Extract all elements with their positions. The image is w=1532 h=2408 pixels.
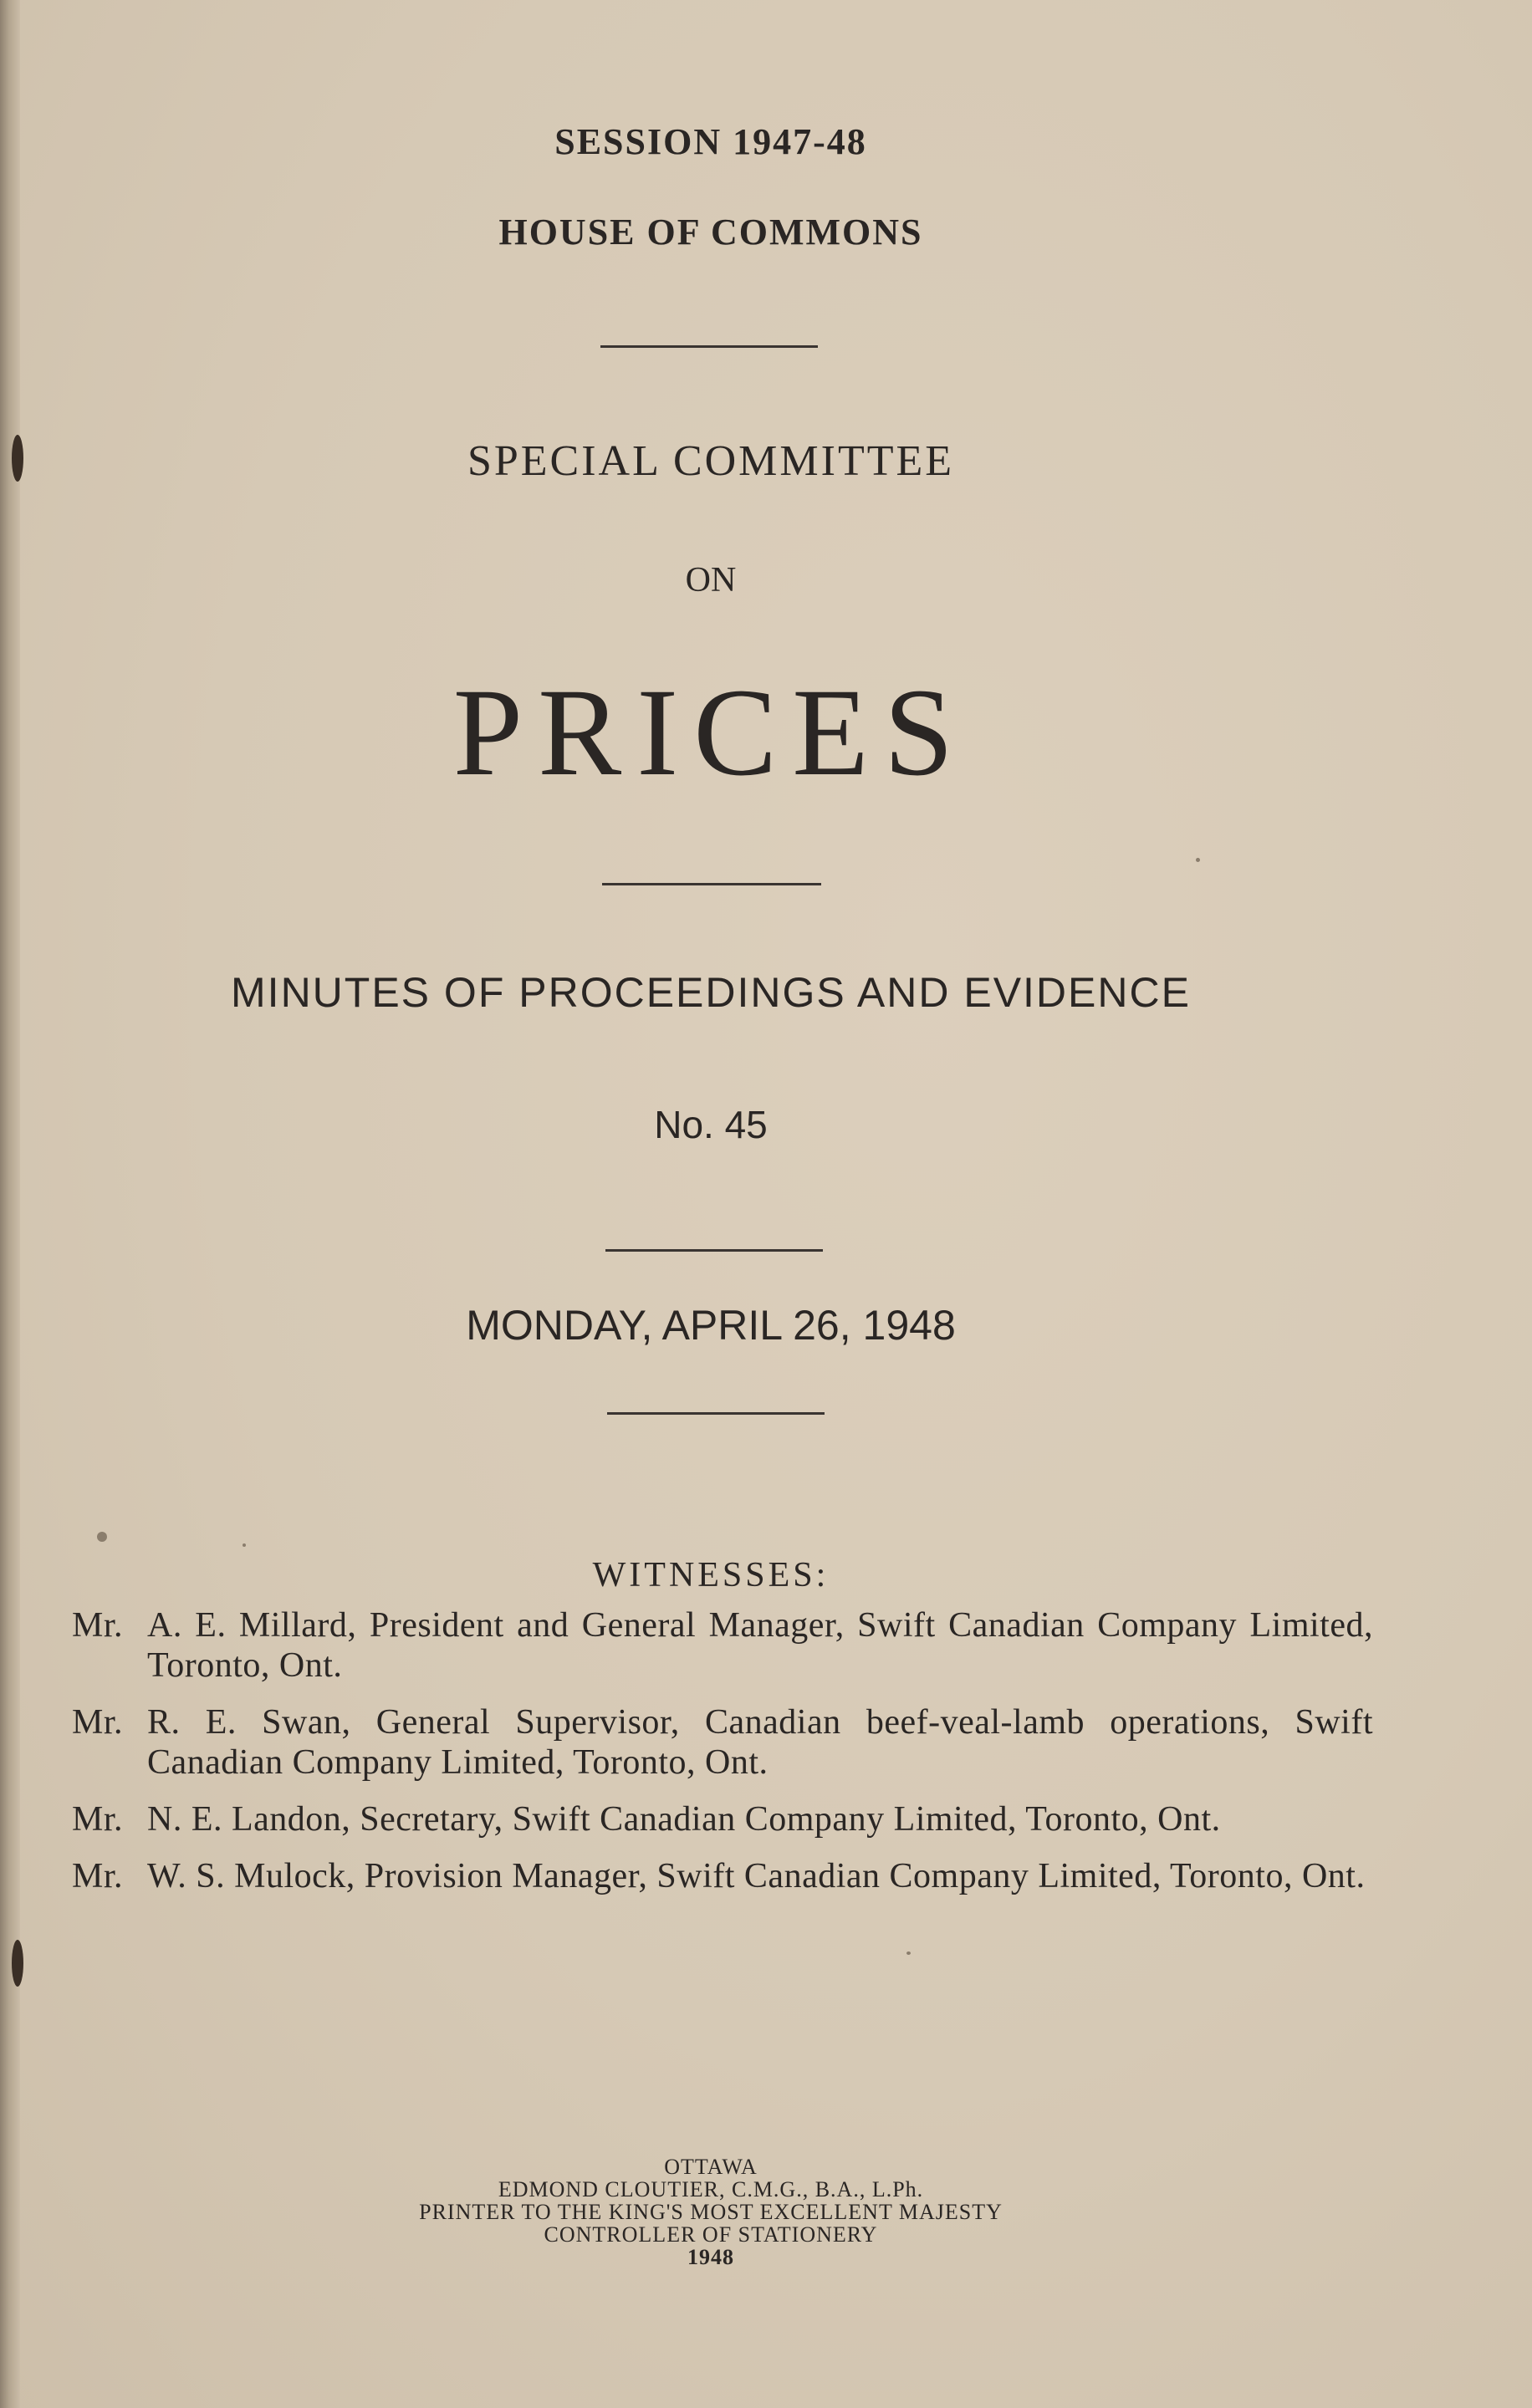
paper-speck — [243, 1543, 246, 1547]
witness-description: W. S. Mulock, Provision Manager, Swift Canadian Company Limited, Toronto, Ont. — [147, 1857, 1366, 1895]
imprint-printer: EDMOND CLOUTIER, C.M.G., B.A., L.Ph. — [498, 2177, 924, 2201]
witness-description: N. E. Landon, Secretary, Swift Canadian Company Limited, Toronto, Ont. — [147, 1800, 1221, 1839]
imprint-year: 1948 — [687, 2245, 734, 2269]
witness-entry — [72, 1799, 1373, 1839]
committee-subject: PRICES — [452, 663, 969, 802]
paper-speck — [1196, 858, 1200, 862]
binding-notch — [12, 1940, 23, 1987]
committee-connector: ON — [685, 561, 737, 599]
witness-honorific: Mr. — [72, 1606, 124, 1645]
issue-number: No. 45 — [654, 1103, 768, 1146]
witness-entry — [72, 1856, 1373, 1896]
witness-description: R. E. Swan, General Supervisor, Canadian beef-veal-lamb operations, Swift Canadian Company Limited, Toronto, Ont. — [147, 1703, 1373, 1782]
divider-rule — [602, 883, 821, 885]
divider-rule — [607, 1412, 825, 1415]
divider-rule — [600, 345, 818, 348]
paper-speck — [97, 1532, 107, 1542]
witness-description: A. E. Millard, President and General Manager, Swift Canadian Company Limited, Toronto, Ont. — [147, 1606, 1373, 1685]
witness-honorific: Mr. — [72, 1800, 124, 1839]
witness-entry — [72, 1605, 1373, 1686]
witnesses-heading: WITNESSES: — [592, 1556, 830, 1594]
imprint-role: PRINTER TO THE KING'S MOST EXCELLENT MAJESTY — [419, 2200, 1003, 2224]
house-line: HOUSE OF COMMONS — [498, 212, 923, 253]
paper-speck — [906, 1951, 911, 1955]
imprint-city: OTTAWA — [664, 2155, 758, 2179]
witness-entry — [72, 1702, 1373, 1783]
session-line: SESSION 1947-48 — [554, 121, 867, 162]
witness-honorific: Mr. — [72, 1703, 124, 1742]
committee-name: SPECIAL COMMITTEE — [467, 437, 955, 485]
document-title: MINUTES OF PROCEEDINGS AND EVIDENCE — [231, 969, 1191, 1016]
divider-rule — [605, 1249, 823, 1252]
witness-honorific: Mr. — [72, 1857, 124, 1895]
witness-list — [72, 1605, 1373, 1913]
meeting-date: MONDAY, APRIL 26, 1948 — [466, 1302, 956, 1349]
imprint-office: CONTROLLER OF STATIONERY — [544, 2222, 878, 2247]
binding-spine — [0, 0, 20, 2408]
